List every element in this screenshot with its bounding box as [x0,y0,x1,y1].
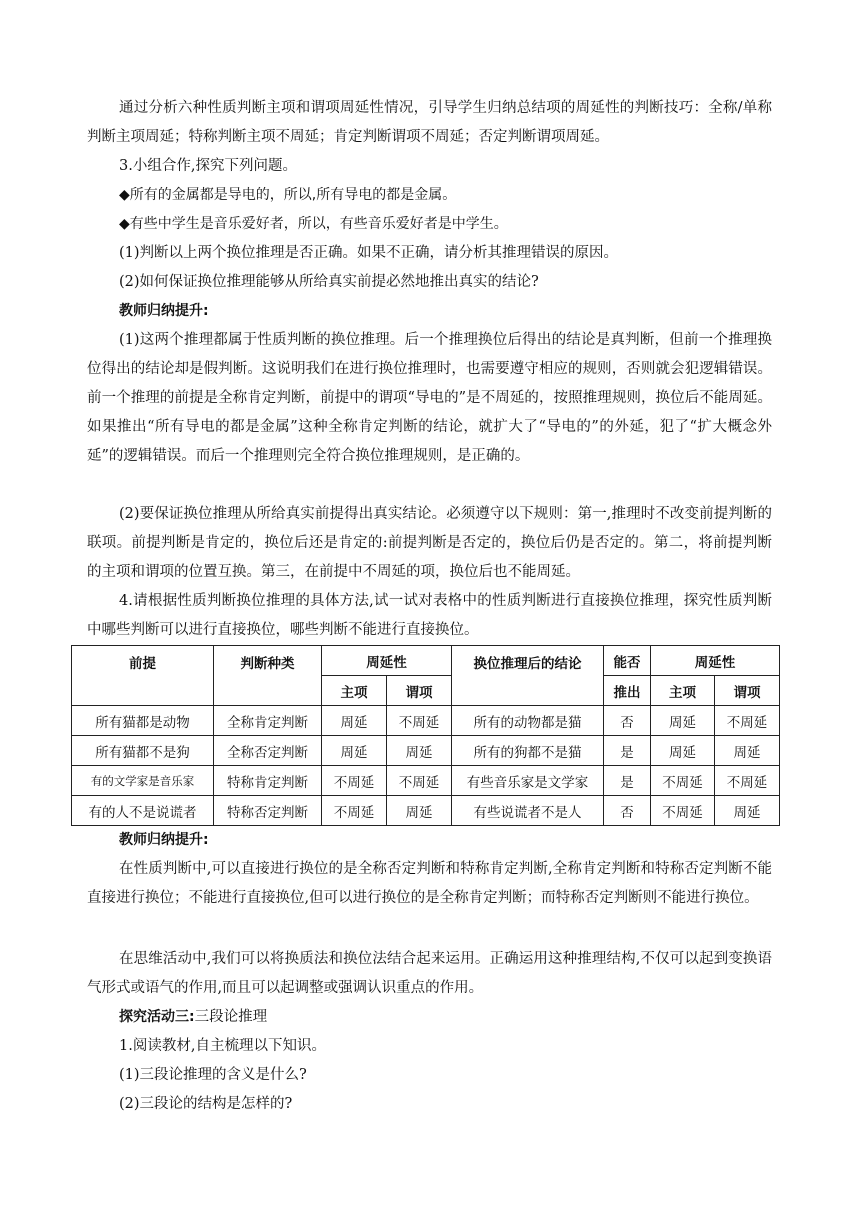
activity-3-label: 探究活动三: [119,1009,195,1025]
header-conclusion: 换位推理后的结论 [452,646,604,706]
header-extension: 周延性 [322,646,452,676]
example-bullet-2: ◆有些中学生是音乐爱好者，所以，有些音乐爱好者是中学生。 [119,216,508,232]
task-4: 4.请根据性质判断换位推理的具体方法,试一试对表格中的性质判断进行直接换位推理，探究性质判断中哪些判断可以进行直接换位，哪些判断不能进行直接换位。 [87,593,772,638]
answer-2: (2)要保证换位推理从所给真实前提得出真实结论。必须遵守以下规则：第一,推理时不改变前提判断的联项。前提判断是肯定的，换位后还是肯定的:前提判断是否定的，换位后仍是否定的。第二，将前提判断的主项和谓项的位置互换。第三，在前提中不周延的项，换位后也不能周延。 [87,506,772,580]
header-extension-after: 周延性 [651,646,780,676]
cell-conclusion: 所有的动物都是猫 [452,706,604,736]
reading-task: 1.阅读教材,自主梳理以下知识。 [119,1038,326,1054]
table-row [72,766,780,796]
cell-premise: 有的文学家是音乐家 [72,766,214,796]
cell-conclusion: 有些说谎者不是人 [452,796,604,826]
cell-subject: 周延 [322,706,387,736]
header-subject: 主项 [322,676,387,706]
cell-predicate-after: 周延 [715,796,780,826]
cell-subject: 不周延 [322,796,387,826]
cell-premise: 所有猫都不是狗 [72,736,214,766]
cell-derivable: 否 [604,706,651,736]
cell-conclusion: 有些音乐家是文学家 [452,766,604,796]
cell-premise: 有的人不是说谎者 [72,796,214,826]
cell-derivable: 否 [604,796,651,826]
cell-type: 特称否定判断 [214,796,322,826]
cell-premise: 所有猫都是动物 [72,706,214,736]
cell-subject-after: 周延 [651,706,715,736]
activity-3-title: 三段论推理 [194,1009,268,1025]
summary-paragraph-1: 在性质判断中,可以直接进行换位的是全称否定判断和特称肯定判断,全称肯定判断和特称否定判断不能直接进行换位；不能进行直接换位,但可以进行换位的是全称肯定判断；而特称否定判断则不能进行换位。 [87,861,772,906]
intro-paragraph: 通过分析六种性质判断主项和谓项周延性情况，引导学生归纳总结项的周延性的判断技巧：全称/单称判断主项周延；特称判断主项不周延；肯定判断谓项不周延；否定判断谓项周延。 [87,100,772,145]
header-premise: 前提 [72,646,214,706]
table-row [72,736,780,766]
header-subject-after: 主项 [651,676,715,706]
summary-paragraph-2: 在思维活动中,我们可以将换质法和换位法结合起来运用。正确运用这种推理结构,不仅可以起到变换语气形式或语气的作用,而且可以起调整或强调认识重点的作用。 [87,951,772,996]
cell-subject-after: 周延 [651,736,715,766]
cell-conclusion: 所有的狗都不是猫 [452,736,604,766]
cell-predicate-after: 不周延 [715,706,780,736]
cell-type: 特称肯定判断 [214,766,322,796]
teacher-summary-label-2: 教师归纳提升: [119,832,209,848]
table-row [72,706,780,736]
example-bullet-1: ◆所有的金属都是导电的，所以,所有导电的都是金属。 [119,187,457,203]
cell-predicate: 周延 [387,796,452,826]
header-derivable-top: 能否 [604,646,651,676]
cell-predicate: 不周延 [387,766,452,796]
activity-3-heading [87,1003,804,1032]
reading-question-1: (1)三段论推理的含义是什么? [119,1067,307,1083]
cell-predicate-after: 不周延 [715,766,780,796]
cell-type: 全称否定判断 [214,736,322,766]
cell-predicate: 不周延 [387,706,452,736]
cell-derivable: 是 [604,736,651,766]
question-2: (2)如何保证换位推理能够从所给真实前提必然地推出真实的结论? [119,274,539,290]
task-3-heading: 3.小组合作,探究下列问题。 [119,158,297,174]
reading-question-2: (2)三段论的结构是怎样的? [119,1096,293,1112]
cell-derivable: 是 [604,766,651,796]
cell-subject: 周延 [322,736,387,766]
table-header-row [72,646,780,676]
teacher-summary-label-1: 教师归纳提升: [119,303,209,319]
header-judgment-type: 判断种类 [214,646,322,706]
conversion-table [71,645,780,826]
question-1: (1)判断以上两个换位推理是否正确。如果不正确，请分析其推理错误的原因。 [119,245,619,261]
cell-subject-after: 不周延 [651,796,715,826]
header-predicate-after: 谓项 [715,676,780,706]
answer-1: (1)这两个推理都属于性质判断的换位推理。后一个推理换位后得出的结论是真判断，但前一个推理换位得出的结论却是假判断。这说明我们在进行换位推理时，也需要遵守相应的规则，否则就会犯逻辑错误。前一个推理的前提是全称肯定判断，前提中的谓项“导电的”是不周延的，按照推理规则，换位后不能周延。如果推出“所有导电的都是金属”这种全称肯定判断的结论，就扩大了“导电的”的外延，犯了“扩大概念外延”的逻辑错误。而后一个推理则完全符合换位推理规则，是正确的。 [87,332,772,464]
cell-subject-after: 不周延 [651,766,715,796]
cell-type: 全称肯定判断 [214,706,322,736]
header-derivable-bottom: 推出 [604,676,651,706]
cell-predicate: 周延 [387,736,452,766]
header-predicate: 谓项 [387,676,452,706]
table-row [72,796,780,826]
cell-predicate-after: 周延 [715,736,780,766]
cell-subject: 不周延 [322,766,387,796]
